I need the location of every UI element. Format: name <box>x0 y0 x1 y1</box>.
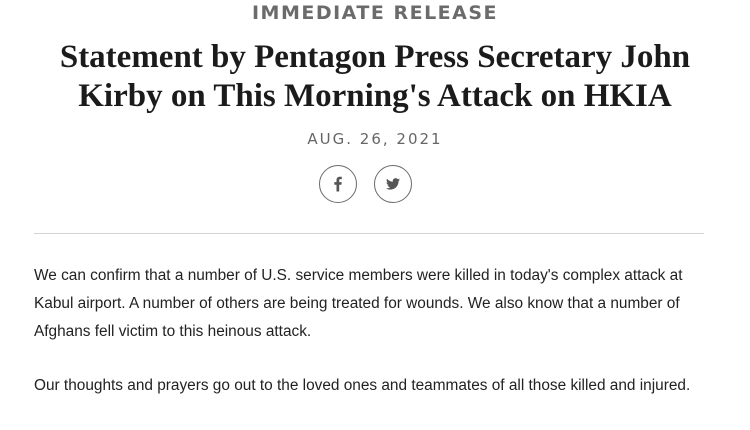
body-paragraph-2: Our thoughts and prayers go out to the loved ones and teammates of all those killed and injured. <box>34 377 691 394</box>
release-type-label: IMMEDIATE RELEASE <box>251 2 499 24</box>
page-title <box>0 38 750 116</box>
facebook-share-button[interactable] <box>319 165 357 203</box>
title-line-1: Statement by Pentagon Press Secretary John <box>59 39 691 75</box>
publish-date: AUG. 26, 2021 <box>307 130 443 148</box>
body-paragraph-1: We can confirm that a number of U.S. service members were killed in today's complex attack at Kabul airport. A number of others are being treated for wounds. We also know that a number of Afghans fell victim to this heinous attack. <box>34 267 683 340</box>
divider <box>34 233 704 234</box>
share-buttons <box>319 165 419 205</box>
twitter-icon <box>386 178 400 190</box>
title-line-2: Kirby on This Morning's Attack on HKIA <box>78 78 672 114</box>
facebook-icon <box>334 177 342 192</box>
twitter-share-button[interactable] <box>374 165 412 203</box>
